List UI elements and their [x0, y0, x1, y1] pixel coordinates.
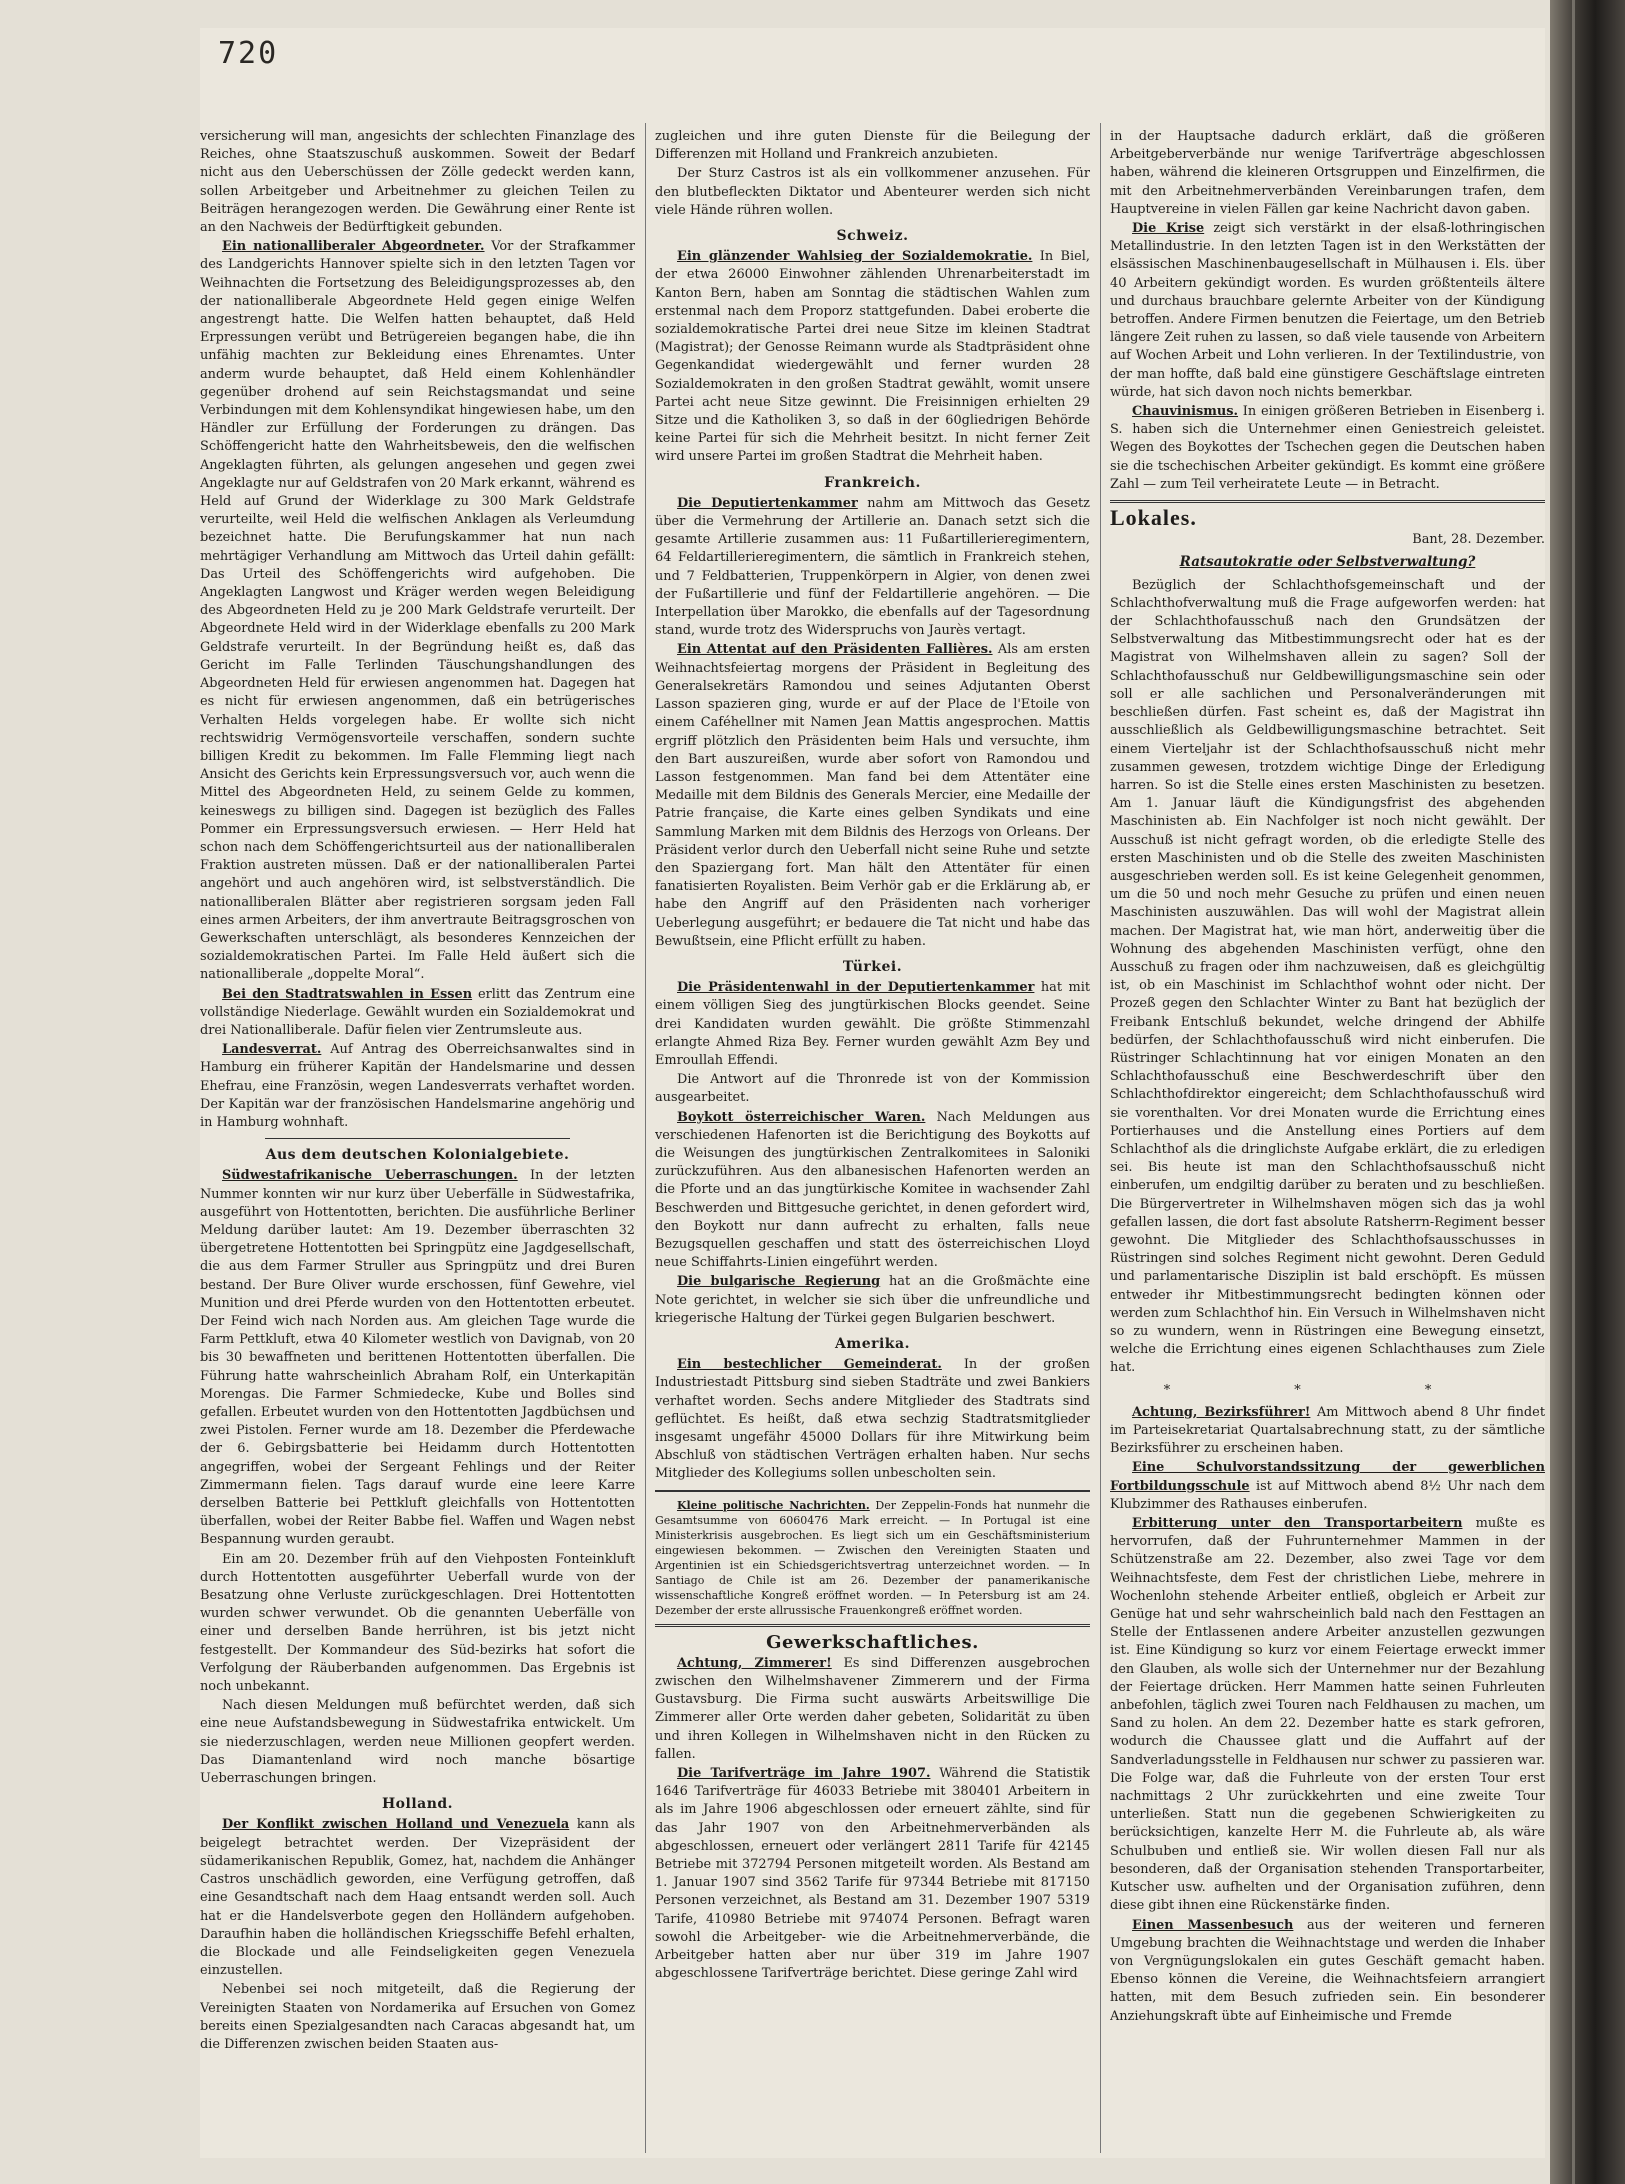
paragraph: zugleichen und ihre guten Dienste für die Beilegung der Differenzen mit Holland und Frankreich anzubieten.: [655, 129, 1090, 163]
paragraph: in der Hauptsache dadurch erklärt, daß die größeren Arbeitgeberverbände nur wenige Tarifverträge abgeschlossen haben, während die kleineren Ortsgruppen und Einzelfirmen, die mit den Arbeitnehmerverbänden Vereinbarungen trafen, dem Hauptvereine in vielen Fällen gar keine Nachricht davon gaben.: [1110, 129, 1545, 217]
article-headline: Einen Massenbesuch: [1132, 1917, 1294, 1933]
column-1: [200, 128, 635, 2138]
article-body: ist auf Mittwoch abend 8½ Uhr nach dem Klubzimmer des Rathauses einberufen.: [1110, 1478, 1545, 1512]
section-divider: [655, 1624, 1090, 1627]
column-rule: [645, 123, 646, 2153]
article-venezuela: [200, 1816, 635, 1980]
article-body: Als am ersten Weihnachtsfeiertag morgens der Präsident in Begleitung des Generalsekretärs Ramondou und seines Adjutanten Oberst Lasson spazieren ging, wurde er auf der Place de l'Etoile von einem Caféhellner mit Namen Jean Mattis angesprochen. Mattis ergriff plötzlich den Präsidenten beim Hals und versuchte, ihm den Bart auszureißen, wurde aber sofort von Ramondou und Lasson festgenommen. Man fand bei dem Attentäter eine Medaille mit dem Bildnis des Generals Mercier, eine Medaille der Patrie française, die Karte eines gelben Syndikats und eine Sammlung Marken mit dem Bildnis des Herzogs von Orleans. Der Präsident verlor durch den Ueberfall nicht seine Ruhe und setzte den Spaziergang fort. Man hält den Attentäter für einen fanatisierten Royalisten. Beim Verhör gab er die Erklärung ab, er habe den Angriff auf den Präsidenten nach vorheriger Ueberlegung ausgeführt; er bedauere die Tat nicht und habe das Bewußtsein, eine Pflicht erfüllt zu haben.: [655, 642, 1090, 949]
article-headline: Ein bestechlicher Gemeinderat.: [677, 1357, 942, 1373]
article-transportarbeiter: [1110, 1515, 1545, 1915]
paragraph: Der Sturz Castros ist als ein vollkommener anzusehen. Für den blutbefleckten Diktator und Abenteurer werden sich nicht viele Hände rühren wollen.: [655, 166, 1090, 218]
article-body: hat mit einem völligen Sieg des jungtürkischen Blocks geendet. Seine drei Kandidaten wurden gewählt. Die größte Stimmenzahl erlangte Ahmed Riza Bey. Ferner wurden gewählt Azm Bey und Emroullah Effendi.: [655, 980, 1090, 1068]
article-tarifvertraege: [655, 1765, 1090, 1983]
paragraph: Ein am 20. Dezember früh auf den Viehposten Fonteinkluft durch Hottentotten ausgeführter Ueberfall wurde von der Besatzung ohne Verluste zurückgeschlagen. Drei Hottentotten wurden schwer verwundet. Ob die genannten Ueberfälle von einer und derselben Bande herrühren, ist bis jetzt nicht festgestellt. Der Kommandeur des Süd-bezirks hat sofort die Verfolgung der Räuberbanden aufgenommen. Das Ergebnis ist noch unbekannt.: [200, 1551, 635, 1695]
article-body: aus der weiteren und ferneren Umgebung brachten die Weihnachtstage und werden die Inhaber von Vergnügungslokalen ein gutes Geschäft gemacht haben. Ebenso können die Vereine, die Weihnachtsfeiern arrangiert hatten, mit dem Besuch zufrieden sein. Ein besonderer Anziehungskraft übte auf Einheimische und Fremde: [1110, 1917, 1545, 2024]
article-suedwestafrika: [200, 1167, 635, 1549]
section-divider: [1110, 500, 1545, 503]
article-body: Am Mittwoch abend 8 Uhr findet im Parteisekretariat Quartalsabrechnung statt, zu der sämtliche Bezirksführer zu erscheinen haben.: [1110, 1404, 1545, 1457]
article-body: Vor der Strafkammer des Landgerichts Hannover spielte sich in den letzten Tagen vor Weihnachten die Fortsetzung des Beleidigungsprozesses ab, den der nationalliberale Abgeordnete Held gegen einige Welfen angestrengt hatte. Die Welfen hatten behauptet, daß Held Erpressungen verübt und Betrügereien begangen habe, die ihn unfähig machten zur Bekleidung eines Ehrenamtes. Unter anderm wurde behauptet, daß Held einem Kohlenhändler gegenüber drohend auf sein Reichstagsmandat und seine Verbindungen mit dem Kohlensyndikat hingewiesen habe, um den Händler zur Erfüllung der Forderungen zu drängen. Das Schöffengericht hatte den Wahrheitsbeweis, den die welfischen Angeklagten führten, als gelungen angesehen und gegen zwei Angeklagte nur auf Geldstrafen von 20 Mark erkannt, während es Held auf Grund der Widerklage zu 300 Mark Geldstrafe verurteilte, weil Held die welfischen Anklagen als Verleumdung bezeichnet hatte. Die Berufungskammer hat nun nach mehrtägiger Verhandlung am Mittwoch das Urteil dahin gefällt: Das Urteil des Schöffengerichts wird aufgehoben. Die Angeklagten Langwost und Kräger werden wegen Beleidigung des Abgeordneten Held zu je 200 Mark Geldstrafe verurteilt. Der Abgeordnete Held wird in der Widerklage ebenfalls zu 200 Mark Geldstrafe verurteilt. In der Begründung heißt es, daß das Gericht im Falle Terlinden Täuschungshandlungen des Abgeordneten Held für erwiesen angenommen hat. Dagegen hat es nicht für erwiesen angenommen, daß ein betrügerisches Verhalten Helds vorgelegen habe. Er wollte sich nicht rechtswidrig Vermögensvorteile verschaffen, sondern suchte billigen Kredit zu bekommen. Im Falle Flemming liegt nach Ansicht des Gerichts kein Erpressungsversuch vor, auch wenn die Mittel des Abgeordneten Held, zu seinem Gelde zu kommen, keineswegs zu billigen sind. Dagegen ist bezüglich des Falles Pommer ein Erpressungsversuch erwiesen. — Herr Held hat schon nach dem Schöffengerichtsurteil aus der nationalliberalen Fraktion austreten müssen. Daß er der nationalliberalen Partei angehört und auch angehören wird, ist selbstverständlich. Die nationalliberalen Blätter aber registrieren sorgsam jeden Fall eines armen Arbeiters, der ihm anvertraute Beitragsgroschen von Gewerkschaften unterschlägt, als besonderes Kennzeichen der sozialdemokratischen Partei. Im Falle Held äußert sich die nationalliberale „doppelte Moral“.: [200, 239, 635, 983]
paragraph: Nach diesen Meldungen muß befürchtet werden, daß sich eine neue Aufstandsbewegung in Südwestafrika entwickelt. Um sie niederzuschlagen, werden neue Millionen geopfert werden. Das Diamantenland wird noch manche bösartige Ueberraschungen bringen.: [200, 1698, 635, 1787]
section-divider: [655, 1490, 1090, 1492]
article-chauvinismus: [1110, 403, 1545, 494]
paragraph: Bezüglich der Schlachthofsgemeinschaft und der Schlachthofverwaltung muß die Frage aufgeworfen werden: hat der Schlachthofausschuß nach den Grundsätzen der Selbstverwaltung das Mitbestimmungsrecht oder hat es der Magistrat von Wilhelmshaven allein zu sagen? Soll der Schlachthofausschuß nur Geldbewilligungsmaschine sein oder soll er alle sachlichen und Personalveränderungen mit beschließen dürfen. Fast scheint es, daß der Magistrat ihn ausschließlich als Geldbewilligungsmaschine betrachtet. Seit einem Vierteljahr ist der Schlachthofsausschuß nicht mehr zusammen gewesen, trotzdem wichtige Dinge der Erledigung harren. So ist die Stelle eines ersten Maschinisten zu besetzen. Am 1. Januar läuft die Kündigungsfrist des abgehenden Maschinisten ab. Ein Nachfolger ist noch nicht gewählt. Der Ausschuß ist nicht gefragt worden, ob die erledigte Stelle des ersten Maschinisten und ob die Stelle des zweiten Maschinisten ausgeschrieben werden soll. Es ist keine Gelegenheit genommen, um die 50 und noch mehr Gesuche zu prüfen und einen neuen Maschinisten auszuwählen. Das will wohl der Magistrat allein machen. Der Magistrat hat, wie man hört, anderweitig über die Wohnung des abgehenden Maschinisten verfügt, ohne den Ausschuß zu fragen oder ihm nachzuweisen, daß es gleichgültig ist, ob ein Maschinist im Schlachthof wohnt oder nicht. Der Prozeß gegen den Schlachter Winter zu Bant hat bezüglich der Freibank Entschluß bekundet, welche dringend der Abhilfe bedürfen, der Schlachthofausschuß wird nicht einberufen. Die Rüstringer Schlachtinnung hat vor einigen Monaten an den Schlachthofausschuß eine Beschwerdeschrift über den Schlachthofdirektor eingereicht; dem Schlachthofausschuß wird sie vorenthalten. Vor drei Monaten wurde die Errichtung eines Portierhauses und die Anstellung eines Portiers auf dem Schlachthof als die dringlichste Aufgabe erklärt, die zu erledigen sei. Bis heute ist man den Schlachthofsausschuß nicht einberufen, um endgiltig darüber zu beraten und zu beschließen. Die Bürgervertreter in Wilhelmshaven mögen sich das ja wohl gefallen lassen, die dort fast absolute Ratsherrn-Regiment besser gewohnt. Die Mitglieder des Schlachthofsausschusses in Rüstringen sind solches Regiment nicht gewohnt. Deren Geduld und parlamentarische Disziplin ist bald erschöpft. Es müssen entweder ihr Mitbestimmungsrecht bedingten können oder werden zum Schlachthof hin. Ein Versuch in Wilhelmshaven nicht so zu wundern, wenn in Rüstringen eine Bewegung einsetzt, welche die Errichtung eines eigenen Schlachthauses zum Ziele hat.: [1110, 577, 1545, 1376]
article-body: Während die Statistik 1646 Tarifverträge für 46033 Betriebe mit 380401 Arbeitern in als im Jahre 1906 abgeschlossen oder erneuert zählte, sind für das Jahr 1907 von den Arbeitnehmerverbänden als abgeschlossen, erneuert oder verlängert 2811 Tarife für 42145 Betriebe mit 372794 Personen mitgeteilt worden. Als Bestand am 1. Januar 1907 sind 3562 Tarife für 97344 Betriebe mit 817150 Personen verzeichnet, als Bestand am 31. Dezember 1907 5319 Tarife, 410980 Betriebe mit 974074 Personen. Befragt waren sowohl die Arbeitgeber- wie die Arbeitnehmerverbände, die Arbeitgeber hatten aber nur über 319 im Jahre 1907 abgeschlossene Tarifverträge berichtet. Diese geringe Zahl wird: [655, 1766, 1090, 1982]
page-number: 720: [218, 36, 279, 71]
article-body: nahm am Mittwoch das Gesetz über die Vermehrung der Artillerie an. Danach setzt sich die gesamte Artillerie zusammen aus: 11 Fußartillerieregimentern, 64 Feldartillerieregimentern, die sämtlich in Frankreich stehen, und 7 Feldbatterien, Truppenkörpern in Algier, von denen zwei der Fußartillerie und fünf der Feldartillerie angehören. — Die Interpellation über Marokko, die ebenfalls auf der Tagesordnung stand, wurde trotz des Widerspruchs von Jaurès vertagt.: [655, 495, 1090, 639]
article-body: Nach Meldungen aus verschiedenen Hafenorten ist die Berichtigung des Boykotts auf die Weisungen des jungtürkischen Zentralkomitees in Saloniki zurückzuführen. Aus den albanesischen Hafenorten werden an die Pforte und an das jungtürkische Komitee in wachsender Zahl Beschwerden und Bittgesuche gerichtet, in denen gefordert wird, den Boykott nur dann aufrecht zu erhalten, falls neue Bezugsquellen geschaffen und statt des österreichischen Lloyd neue Schiffahrts-Linien eingeführt werden.: [655, 1109, 1090, 1271]
article-body: zeigt sich verstärkt in der elsaß-lothringischen Metallindustrie. In den letzten Tagen ist in den Werkstätten der elsässischen Maschinenbaugesellschaft in Mülhausen i. Els. über 40 Arbeitern gekündigt worden. Es wurden größtenteils ältere und durchaus brauchbare gelernte Arbeiter von der Kündigung betroffen. Andere Firmen benutzen die Feiertage, um den Betrieb längere Zeit ruhen zu lassen, so daß viele tausende von Arbeitern auf Wochen Arbeit und Lohn verlieren. In der Textilindustrie, von der man hoffte, daß bald eine günstigere Geschäftslage eintreten würde, hat sich davon noch nichts bemerkbar.: [1110, 221, 1545, 400]
book-binding: [1550, 0, 1625, 2184]
article-zimmerer: [655, 1655, 1090, 1764]
article-headline: Achtung, Bezirksführer!: [1132, 1404, 1311, 1420]
column-rule: [1100, 123, 1101, 2153]
article-headline: Südwestafrikanische Ueberraschungen.: [222, 1168, 518, 1184]
article-body: erlitt das Zentrum eine vollständige Niederlage. Gewählt wurden ein Sozialdemokrat und drei Nationalliberale. Dafür fielen vier Zentrumsleute aus.: [200, 986, 635, 1038]
paragraph: versicherung will man, angesichts der schlechten Finanzlage des Reiches, ohne Staatszuschuß auskommen. Soweit der Bedarf nicht aus den Ueberschüssen der Zölle gedeckt werden kann, sollen Arbeitgeber und Arbeitnehmer zu gleichen Teilen zu Beiträgen herangezogen werden. Die Gewährung einer Rente ist an den Nachweis der Bedürftigkeit gebunden.: [200, 129, 635, 236]
paragraph: Nebenbei sei noch mitgeteilt, daß die Regierung der Vereinigten Staaten von Nordamerika auf Ersuchen von Gomez bereits einen Spezialgesandten nach Caracas abgesandt hat, um die Differenzen zwischen beiden Staaten aus-: [200, 1982, 635, 2052]
article-body: mußte es hervorrufen, daß der Fuhrunternehmer Mammen in der Schützenstraße am 22. Dezember, also zwei Tage vor dem Weihnachtsfeste, dem Fest der christlichen Liebe, mehrere in Wochenlohn stehende Arbeiter entließ, obgleich er Arbeit zur Genüge hat und sehr wahrscheinlich bald nach den Festtagen an Stelle der Entlassenen andere Arbeiter anzustellen gezwungen ist. Eine Kündigung so kurz vor einem Feiertage erweckt immer den Glauben, als wolle sich der Unternehmer nur der Bezahlung der Feiertage drücken. Herr Mammen hatte seinen Fuhrleuten anbefohlen, täglich zwei Touren nach Feldhausen zu machen, um Sand zu holen. An dem 22. Dezember hatte es stark gefroren, wodurch die Chaussee glatt und die Auffahrt auf der Sandverladungsstelle in Feldhausen nur schwer zu passieren war. Die Folge war, daß die Fuhrleute von der ersten Tour erst nachmittags 2 Uhr zurückkehrten und eine zweite Tour unterließen. Statt nun die gegebenen Schwierigkeiten zu berücksichtigen, kanzelte Herr M. die Fuhrleute ab, als wäre Schulbuben und entließ sie. Wir wollen diesen Fall nur als besonderen, daß der Organisation stehenden Transportarbeiter, Kutscher usw. aufhelten und der Organisation zuführen, denn diese gibt ihnen eine Rückenstärke finden.: [1110, 1516, 1545, 1914]
section-divider: [265, 1138, 570, 1139]
section-title-frankreich: Frankreich.: [824, 474, 921, 491]
article-body: Es sind Differenzen ausgebrochen zwischen den Wilhelmshavener Zimmerern und der Firma Gustavsburg. Die Firma sucht auswärts Arbeitswillige Die Zimmerer aller Orte werden daher gebeten, Solidarität zu üben und ihren Kollegen in Wilhelmshaven nicht in den Rücken zu fallen.: [655, 1655, 1090, 1762]
article-body: In der letzten Nummer konnten wir nur kurz über Ueberfälle in Südwestafrika, ausgeführt von Hottentotten, berichten. Die ausführliche Berliner Meldung darüber lautet: Am 19. Dezember überraschten 32 übergetretene Hottentotten bei Springpütz eine Jagdgesellschaft, die aus dem Farmer Struller aus Springpütz und drei Buren bestand. Der Bure Oliver wurde erschossen, fünf Gewehre, viel Munition und drei Pferde wurden von den Hottentotten erbeutet. Der Feind wich nach Norden aus. Am gleichen Tage wurde die Farm Pettkluft, etwa 40 Kilometer westlich von Davignab, von 20 bis 30 bewaffneten und berittenen Hottentotten überfallen. Die Führung hatte wahrscheinlich Abraham Rolf, ein Unterkapitän Morengas. Die Farmer Schmiedecke, Kube und Bolles sind gefallen. Erbeutet wurden von den Hottentotten Jagdbüchsen und zwei Pistolen. Ferner wurde am 18. Dezember die Pferdewache der 6. Gebirgsbatterie bei Heidamm durch Hottentotten angegriffen, wobei der Sergeant Fehlings und der Reiter Zimmermann fielen. Tags darauf wurde eine leere Karre derselben Batterie bei Pettkluft gleichfalls von Hottentotten überfallen, wobei der Reiter Babbe fiel. Waffen und Wagen nebst Bespannung wurden geraubt.: [200, 1168, 635, 1548]
article-headline: Erbitterung unter den Transportarbeitern: [1132, 1516, 1463, 1532]
article-headline: Chauvinismus.: [1132, 404, 1239, 420]
section-title-schweiz: Schweiz.: [836, 228, 909, 245]
article-krise: [1110, 220, 1545, 402]
article-body: Der Zeppelin-Fonds hat nunmehr die Gesamtsumme von 6060476 Mark erreicht. — In Portugal ist eine Ministerkrisis ausgebrochen. Es liegt sich um ein Geschäftsministerium eingewiesen bekommen. — Zwischen den Vereinigten Staaten und Argentinien ist ein Schiedsgerichtsvertrag unterzeichnet worden. — In Santiago de Chile ist am 26. Dezember der panamerikanische wissenschaftliche Kongreß eröffnet worden. — In Petersburg ist am 24. Dezember der erste allrussische Frauenkongreß eröffnet worden.: [655, 1498, 1090, 1617]
article-subheadline: Ratsautokratie oder Selbstverwaltung?: [1179, 554, 1476, 571]
section-title-lokales: Lokales.: [1110, 505, 1197, 531]
article-praesidentenwahl: [655, 979, 1090, 1070]
section-title-tuerkei: Türkei.: [842, 958, 903, 975]
column-3: [1110, 128, 1545, 2138]
article-boykott: [655, 1109, 1090, 1273]
article-schulvorstand: [1110, 1459, 1545, 1514]
article-headline: Ein glänzender Wahlsieg der Sozialdemokratie.: [677, 249, 1033, 265]
article-headline: Die Tarifverträge im Jahre 1907.: [677, 1766, 931, 1782]
article-bezirksfuehrer: [1110, 1404, 1545, 1459]
article-headline: Der Konflikt zwischen Holland und Venezuela: [222, 1817, 570, 1833]
article-headline: Achtung, Zimmerer!: [677, 1655, 832, 1671]
article-headline: Bei den Stadtratswahlen in Essen: [222, 986, 473, 1002]
article-headline: Eine Schulvorstandssitzung der gewerblichen Fortbildungsschule: [1110, 1460, 1545, 1494]
article-headline: Ein Attentat auf den Präsidenten Fallières.: [677, 642, 993, 658]
newspaper-page: [200, 28, 1545, 2158]
article-headline: Boykott österreichischer Waren.: [677, 1109, 926, 1125]
article-attentat: [655, 641, 1090, 950]
article-headline: Die Krise: [1132, 221, 1205, 237]
article-body: In einigen größeren Betrieben in Eisenberg i. S. haben sich die Unternehmer einen Geniestreich geleistet. Wegen des Boykottes der Tschechen gegen die Deutschen haben sie die tschechischen Arbeiter gekündigt. Es kommt eine größere Zahl — zum Teil verheiratete Leute — in Betracht.: [1110, 404, 1545, 492]
paragraph: Die Antwort auf die Thronrede ist von der Kommission ausgearbeitet.: [655, 1072, 1090, 1106]
article-headline: Kleine politische Nachrichten.: [677, 1498, 870, 1512]
section-title-holland: Holland.: [381, 1796, 454, 1813]
section-title-gewerkschaftliches: Gewerkschaftliches.: [766, 1631, 979, 1653]
article-nationalliberal: [200, 238, 635, 984]
article-pittsburg: [655, 1356, 1090, 1483]
dateline: Bant, 28. Dezember.: [1412, 532, 1545, 548]
article-headline: Landesverrat.: [222, 1042, 322, 1058]
article-landesverrat: [200, 1041, 635, 1132]
article-body: In Biel, der etwa 26000 Einwohner zählenden Uhrenarbeiterstadt im Kanton Bern, haben am Sonntag die städtischen Wahlen zum erstenmal nach dem Proporz stattgefunden. Dabei eroberte die sozialdemokratische Partei drei neue Sitze im kleinen Stadtrat (Magistrat); der Genosse Reimann wurde als Stadtpräsident ohne Gegenkandidat wiedergewählt und ferner wurden 28 Sozialdemokraten in den großen Stadtrat gewählt, womit unsere Partei acht neue Sitze gewinnt. Die Freisinnigen erhielten 29 Sitze und die Katholiken 3, so daß in der 60gliedrigen Behörde keine Partei für sich die Mehrheit besitzt. In nicht ferner Zeit wird unsere Partei im großen Stadtrat die Mehrheit haben.: [655, 249, 1090, 465]
article-headline: Die Präsidentenwahl in der Deputiertenkammer: [677, 980, 1035, 996]
article-body: Auf Antrag des Oberreichsanwaltes sind in Hamburg ein früherer Kapitän der Handelsmarine und dessen Ehefrau, eine Französin, wegen Landesverrats verhaftet worden. Der Kapitän war der französischen Handelsmarine angehörig und in Hamburg wohnhaft.: [200, 1042, 635, 1130]
article-biel: [655, 248, 1090, 466]
article-body: In der großen Industriestadt Pittsburg sind sieben Stadträte und zwei Bankiers verhaftet worden. Sechs andere Mitglieder des Stadtrats sind geflüchtet. Es heißt, daß etwa sechzig Stadtratsmitglieder insgesamt ungefähr 45000 Dollars für ihre Mitwirkung beim Abschluß von städtischen Verträgen erhalten haben. Nur sechs Mitglieder des Kollegiums sollen unbescholten sein.: [655, 1357, 1090, 1482]
article-deputiertenkammer: [655, 495, 1090, 641]
article-kleine-nachrichten: [655, 1498, 1090, 1618]
article-bulgarien: [655, 1273, 1090, 1328]
article-headline: Ein nationalliberaler Abgeordneter.: [222, 239, 485, 255]
section-title-colonial: Aus dem deutschen Kolonialgebiete.: [265, 1147, 570, 1164]
column-2: [655, 128, 1090, 2138]
article-headline: Die bulgarische Regierung: [677, 1274, 881, 1290]
article-massenbesuch: [1110, 1917, 1545, 2026]
separator-stars: * * *: [1163, 1382, 1492, 1398]
article-body: kann als beigelegt betrachtet werden. Der Vizepräsident der südamerikanischen Republik, Gomez, hat, nachdem die Anhänger Castros unschädlich geworden, eine Verfügung getroffen, daß eine Gesandtschaft nach dem Haag entsandt werden soll. Auch hat er die Handelsverbote gegen den Holländern aufgehoben. Daraufhin haben die holländischen Kriegsschiffe Befehl erhalten, die Blockade und alle Feindseligkeiten gegen Venezuela einzustellen.: [200, 1817, 635, 1979]
article-essen: [200, 986, 635, 1041]
article-headline: Die Deputiertenkammer: [677, 495, 858, 511]
section-title-amerika: Amerika.: [835, 1336, 910, 1352]
article-body: hat an die Großmächte eine Note gerichtet, in welcher sie sich über die unfreundliche und kriegerische Haltung der Türkei gegen Bulgarien beschwert.: [655, 1274, 1090, 1326]
